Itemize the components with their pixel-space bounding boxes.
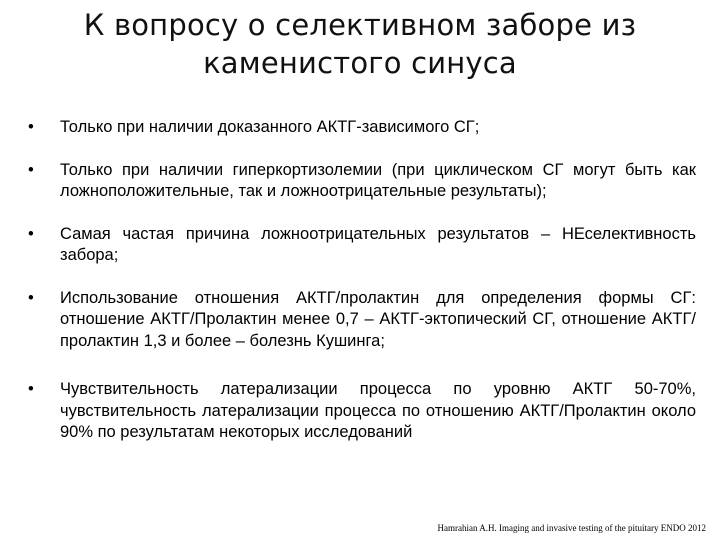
bullet-item [28, 288, 696, 353]
bullet-icon: • [28, 160, 34, 179]
bullet-text: Только при наличии доказанного АКТГ-зависимого СГ; [60, 118, 480, 136]
bullet-icon: • [28, 224, 34, 243]
bullet-icon: • [28, 288, 34, 307]
citation-footnote: Hamrahian A.H. Imaging and invasive testing of the pituitary ENDO 2012 [437, 523, 706, 533]
bullet-icon: • [28, 118, 34, 136]
slide-title-line-2: каменистого синуса [203, 46, 517, 80]
slide-title [0, 6, 720, 82]
bullet-list [28, 117, 696, 465]
bullet-text: Чувствительность латерализации процесса по уровню АКТГ 50-70%, чувствительность латерализации процесса по отношению АКТГ/Пролактин около 90% по результатам некоторых исследований [60, 380, 696, 441]
bullet-item [28, 117, 696, 139]
bullet-text: Использование отношения АКТГ/пролактин для определения формы СГ: отношение АКТГ/Пролактин менее 0,7 – АКТГ-эктопический СГ, отношение АКТГ/пролактин 1,3 и более – болезнь Кушинга; [60, 288, 696, 350]
bullet-item [28, 224, 696, 267]
bullet-item [28, 379, 696, 444]
bullet-text: Самая частая причина ложноотрицательных результатов – НЕселективность забора; [60, 224, 696, 264]
bullet-item [28, 160, 696, 203]
bullet-text: Только при наличии гиперкортизолемии (при циклическом СГ могут быть как ложноположительные, так и ложноотрицательные результаты); [60, 160, 696, 200]
slide-title-line-1: К вопросу о селективном заборе из [83, 8, 637, 42]
bullet-icon: • [28, 380, 34, 398]
